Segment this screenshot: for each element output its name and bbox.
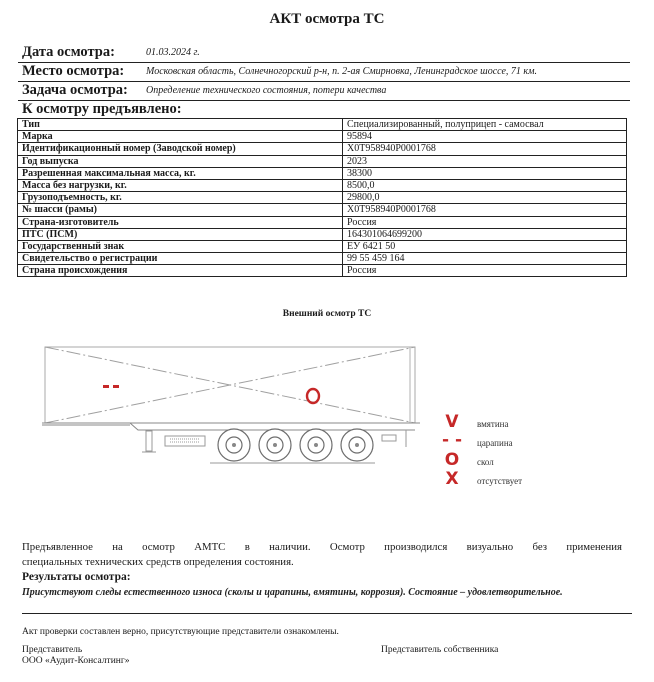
spec-key: Масса без нагрузки, кг. [18,179,343,191]
legend-label: скол [477,457,494,467]
table-row [18,216,627,228]
task-value: Определение технического состояния, потери качества [146,85,387,96]
spec-key: Государственный знак [18,240,343,252]
chip-mark [307,389,319,403]
spec-key: Марка [18,131,343,143]
spec-key: Грузоподъемность, кг. [18,192,343,204]
table-row [18,228,627,240]
spec-value: 95894 [343,131,627,143]
spec-value: X0T958940P0001768 [343,204,627,216]
footer-statement: Акт проверки составлен верно, присутствующие представители ознакомлены. [22,627,339,637]
spec-key: ПТС (ПСМ) [18,228,343,240]
results-title: Результаты осмотра: [22,571,131,583]
spec-value: ЕУ 6421 50 [343,240,627,252]
table-row [18,143,627,155]
table-row [18,131,627,143]
table-row [18,265,627,277]
place-value: Московская область, Солнечногорский р-н, п. 2-ая Смирновка, Ленинградское шоссе, 71 км. [146,66,537,77]
spec-key: Год выпуска [18,155,343,167]
date-value: 01.03.2024 г. [146,47,200,58]
table-row [18,167,627,179]
spec-value: 164301064699200 [343,228,627,240]
scratch-mark [103,385,119,388]
spec-value: Специализированный, полуприцеп - самосвал [343,119,627,131]
info-row-task [18,81,630,101]
chip-icon: O [444,450,460,470]
spec-key: Тип [18,119,343,131]
scratch-icon: - - [441,430,463,450]
left-rep-title: Представитель [22,645,83,655]
spec-value: X0T958940P0001768 [343,143,627,155]
spec-value: Россия [343,265,627,277]
table-row [18,155,627,167]
results-divider [22,613,632,614]
vehicle-spec-table [17,118,627,277]
damage-legend [441,412,581,492]
task-label: Задача осмотра: [22,82,128,98]
missing-icon: X [445,469,459,489]
dent-icon: V [445,412,459,432]
exterior-title: Внешний осмотр ТС [282,309,372,319]
spec-value: 2023 [343,155,627,167]
spec-value: Россия [343,216,627,228]
spec-key: Идентификационный номер (Заводской номер) [18,143,343,155]
presented-section-title: К осмотру предъявлено: [22,101,182,117]
spec-key: Страна-изготовитель [18,216,343,228]
table-row [18,240,627,252]
info-row-date [18,43,630,63]
spec-key: № шасси (рамы) [18,204,343,216]
owner-representative: Представитель собственника [381,645,499,655]
table-row [18,192,627,204]
paragraph-line-2: специальных технических средств определения состояния. [22,556,294,568]
document-title: АКТ осмотра ТС [269,11,385,27]
left-rep-company: ООО «Аудит-Консалтинг» [22,656,130,666]
spec-value: 38300 [343,167,627,179]
spec-key: Разрешенная максимальная масса, кг. [18,167,343,179]
legend-label: царапина [477,438,513,448]
spec-value: 99 55 459 164 [343,253,627,265]
left-representative [22,645,130,667]
inspection-paragraph [22,540,622,570]
table-row [18,253,627,265]
legend-label: вмятина [477,419,509,429]
table-row [18,119,627,131]
spec-key: Страна происхождения [18,265,343,277]
place-label: Место осмотра: [22,63,125,79]
semi-trailer-diagram [30,335,430,485]
table-row [18,204,627,216]
table-row [18,179,627,191]
info-row-place [18,62,630,82]
spec-value: 29800,0 [343,192,627,204]
results-text: Присутствуют следы естественного износа (сколы и царапины, вмятины, коррозия). Состояние – удовлетворительное. [22,587,563,598]
paragraph-line-1: Предъявленное на осмотр АМТС в наличии. Осмотр производился визуально без применения [22,541,622,553]
legend-label: отсутствует [477,476,523,486]
spec-value: 8500,0 [343,179,627,191]
date-label: Дата осмотра: [22,44,115,60]
spec-key: Свидетельство о регистрации [18,253,343,265]
